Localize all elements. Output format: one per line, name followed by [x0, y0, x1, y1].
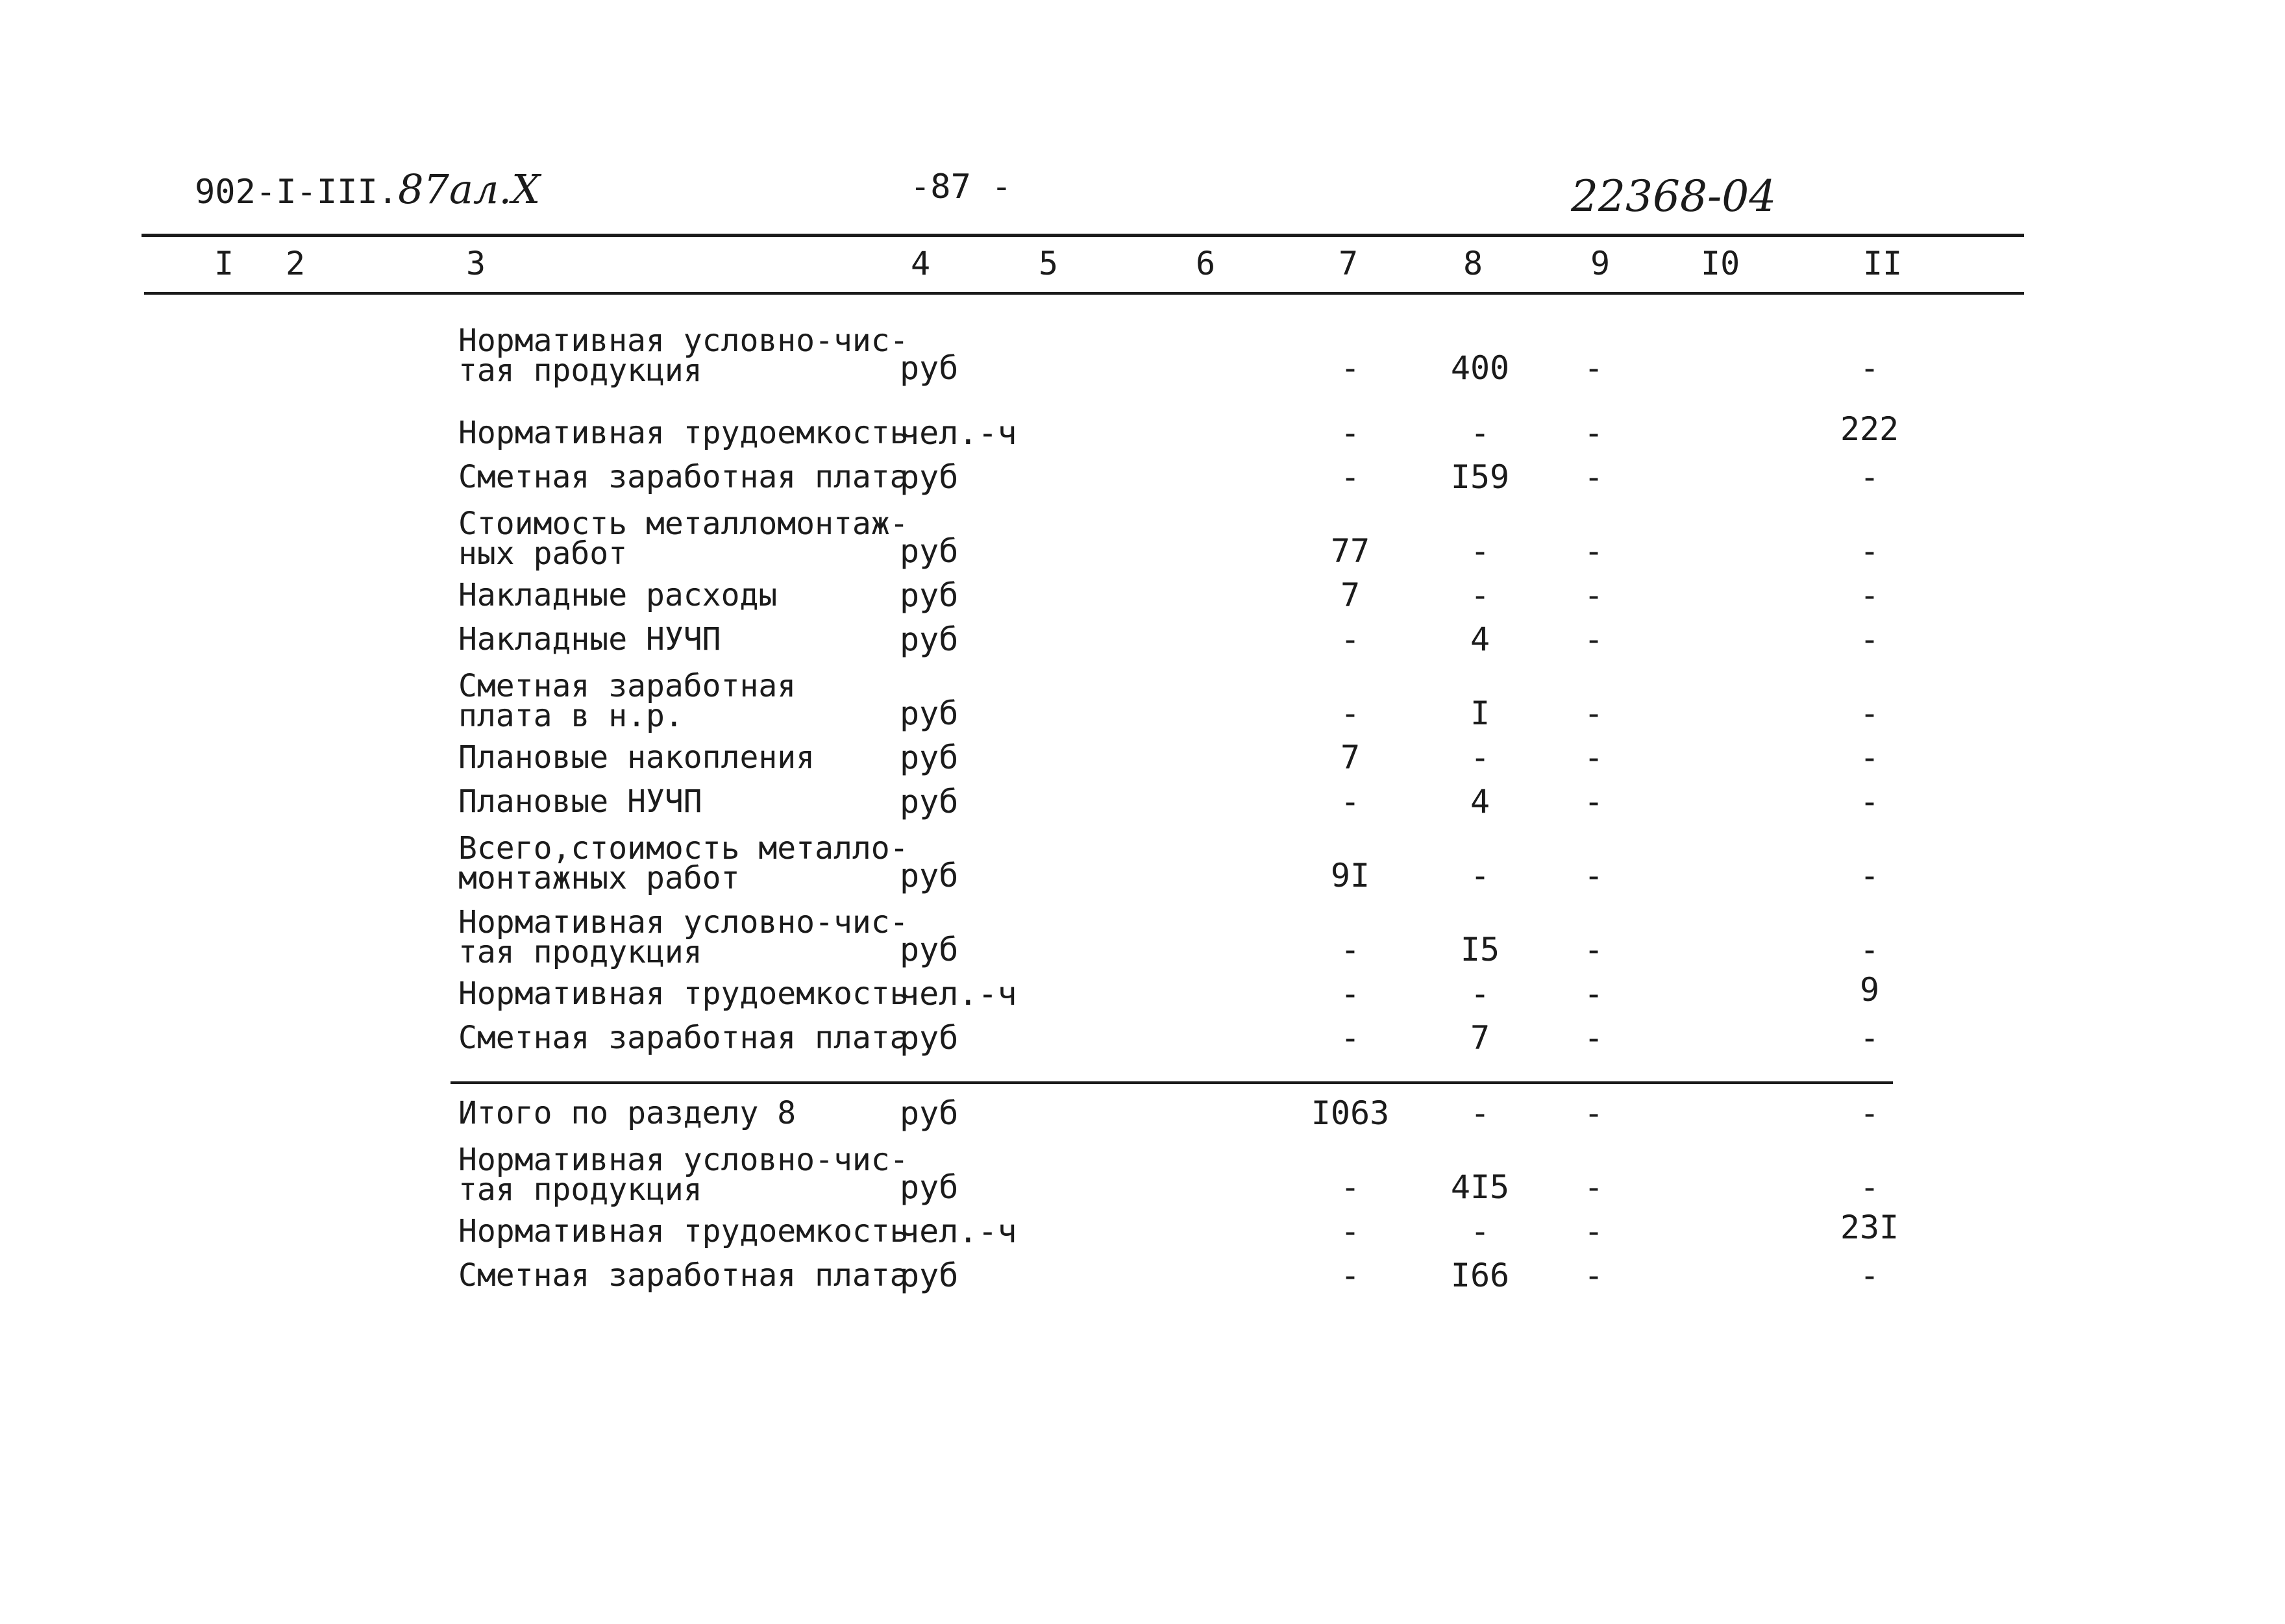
row-name: [458, 323, 909, 389]
col9-cell: -: [1583, 621, 1604, 658]
table-row: [0, 971, 2285, 1019]
col9-cell: -: [1583, 1212, 1604, 1250]
col9-cell: -: [1583, 349, 1604, 387]
col8-cell: 4I5: [1450, 1168, 1510, 1206]
row-name: [458, 506, 909, 572]
row-name-line: Накладные расходы: [458, 577, 778, 613]
col8-cell: I59: [1450, 458, 1510, 496]
col8-cell: -: [1470, 857, 1490, 894]
table-row: [0, 737, 2285, 783]
unit-cell: руб: [900, 739, 959, 776]
table-row: [0, 668, 2285, 739]
col7-cell: -: [1340, 695, 1361, 732]
col9-cell: -: [1583, 458, 1604, 496]
row-name: [458, 830, 909, 896]
total-row: [0, 1255, 2285, 1301]
row-name: [458, 577, 778, 613]
unit-cell: руб: [900, 783, 959, 820]
unit-cell: чел.-ч: [900, 975, 1017, 1013]
col9-cell: -: [1583, 857, 1604, 894]
col9-cell: -: [1583, 783, 1604, 820]
sheet-code: 22368-04: [1571, 171, 1777, 221]
col11-cell: -: [1859, 931, 1880, 968]
row-name-line: тая продукция: [458, 1172, 702, 1208]
row-name: [458, 904, 909, 970]
col11-cell: -: [1859, 1019, 1880, 1057]
col7-cell: -: [1340, 1257, 1361, 1294]
col11-cell: 222: [1840, 410, 1899, 448]
col7-cell: I063: [1311, 1094, 1390, 1132]
row-name-line: Сметная заработная плата: [458, 1257, 909, 1294]
col8-cell: 4: [1470, 621, 1490, 658]
col7-cell: -: [1340, 1212, 1361, 1250]
col8-cell: -: [1470, 576, 1490, 614]
column-number-11: II: [1863, 245, 1903, 282]
col8-cell: I5: [1460, 931, 1500, 968]
col9-cell: -: [1583, 739, 1604, 776]
table-row: [0, 781, 2285, 827]
row-name-line: Сметная заработная плата: [458, 459, 909, 495]
unit-cell: чел.-ч: [900, 414, 1017, 452]
column-number-9: 9: [1590, 245, 1611, 282]
col11-cell: -: [1859, 349, 1880, 387]
row-name-line: Всего,стоимость металло-: [458, 830, 909, 867]
column-number-10: I0: [1701, 245, 1740, 282]
column-number-6: 6: [1196, 245, 1216, 282]
row-name-line: монтажных работ: [458, 860, 740, 896]
unit-cell: руб: [900, 931, 959, 968]
col7-cell: -: [1340, 931, 1361, 968]
col7-cell: 7: [1340, 739, 1361, 776]
column-header-rule: [144, 292, 2024, 295]
column-number-1: I: [214, 245, 234, 282]
unit-cell: руб: [900, 349, 959, 387]
section-total-rule: [451, 1081, 1893, 1084]
unit-cell: чел.-ч: [900, 1212, 1017, 1250]
row-name: [458, 976, 909, 1012]
row-name-line: Нормативная условно-чис-: [458, 904, 909, 941]
row-name-line: тая продукция: [458, 934, 702, 970]
col11-cell: 23I: [1840, 1209, 1899, 1246]
row-name-line: Плановые накопления: [458, 739, 815, 776]
col11-cell: -: [1859, 576, 1880, 614]
row-name: [458, 1142, 909, 1208]
unit-cell: руб: [900, 857, 959, 894]
col7-cell: -: [1340, 621, 1361, 658]
col11-cell: -: [1859, 621, 1880, 658]
row-name: [458, 1095, 797, 1131]
document-code: [195, 166, 541, 213]
row-name-line: Плановые НУЧП: [458, 783, 702, 820]
col9-cell: -: [1583, 1257, 1604, 1294]
unit-cell: руб: [900, 1257, 959, 1294]
col8-cell: I: [1470, 695, 1490, 732]
unit-cell: руб: [900, 1019, 959, 1057]
document-code-typed: 902-I-III.: [195, 173, 399, 212]
col8-cell: -: [1470, 532, 1490, 570]
unit-cell: руб: [900, 621, 959, 658]
col7-cell: -: [1340, 458, 1361, 496]
col8-cell: 400: [1450, 349, 1510, 387]
row-name: [458, 1257, 909, 1294]
unit-cell: руб: [900, 695, 959, 732]
unit-cell: руб: [900, 532, 959, 570]
table-row: [0, 575, 2285, 621]
row-name-line: Сметная заработная плата: [458, 1020, 909, 1056]
row-name-line: Итого по разделу 8: [458, 1095, 797, 1131]
col8-cell: -: [1470, 1212, 1490, 1250]
row-name-line: Сметная заработная: [458, 668, 797, 704]
col7-cell: 9I: [1330, 857, 1370, 894]
col9-cell: -: [1583, 532, 1604, 570]
col8-cell: 4: [1470, 783, 1490, 820]
total-row: [0, 1142, 2285, 1212]
col7-cell: -: [1340, 414, 1361, 452]
col9-cell: -: [1583, 695, 1604, 732]
col7-cell: -: [1340, 1019, 1361, 1057]
col9-cell: -: [1583, 975, 1604, 1013]
column-number-3: 3: [466, 245, 486, 282]
table-top-rule: [142, 234, 2024, 237]
column-number-4: 4: [911, 245, 931, 282]
col7-cell: -: [1340, 1168, 1361, 1206]
row-name: [458, 459, 909, 495]
document-code-handwritten: 87ал.Х: [398, 166, 541, 213]
row-name: [458, 783, 702, 820]
row-name-line: Стоимость металломонтаж-: [458, 506, 909, 542]
row-name: [458, 1020, 909, 1056]
col11-cell: -: [1859, 695, 1880, 732]
table-row: [0, 1018, 2285, 1063]
col11-cell: -: [1859, 857, 1880, 894]
column-number-2: 2: [286, 245, 306, 282]
col9-cell: -: [1583, 931, 1604, 968]
row-name: [458, 621, 721, 658]
total-row: [0, 1093, 2285, 1138]
col11-cell: -: [1859, 1094, 1880, 1132]
row-name: [458, 668, 797, 734]
total-row: [0, 1211, 2285, 1257]
col8-cell: I66: [1450, 1257, 1510, 1294]
row-name: [458, 739, 815, 776]
column-number-8: 8: [1463, 245, 1483, 282]
row-name: [458, 415, 909, 451]
col11-cell: -: [1859, 532, 1880, 570]
table-row: [0, 830, 2285, 901]
row-name-line: ных работ: [458, 535, 628, 572]
col11-cell: -: [1859, 783, 1880, 820]
unit-cell: руб: [900, 576, 959, 614]
row-name-line: Накладные НУЧП: [458, 621, 721, 658]
col9-cell: -: [1583, 1168, 1604, 1206]
col11-cell: 9: [1859, 971, 1880, 1009]
row-name-line: Нормативная трудоемкость: [458, 976, 909, 1012]
column-number-5: 5: [1039, 245, 1059, 282]
col11-cell: -: [1859, 1257, 1880, 1294]
row-name-line: Нормативная трудоемкость: [458, 415, 909, 451]
table-row: [0, 457, 2285, 502]
col8-cell: -: [1470, 1094, 1490, 1132]
col7-cell: -: [1340, 975, 1361, 1013]
col7-cell: 7: [1340, 576, 1361, 614]
row-name-line: Нормативная условно-чис-: [458, 1142, 909, 1178]
table-row: [0, 323, 2285, 393]
row-name: [458, 1213, 909, 1249]
col9-cell: -: [1583, 576, 1604, 614]
column-number-7: 7: [1339, 245, 1359, 282]
col9-cell: -: [1583, 414, 1604, 452]
table-row: [0, 506, 2285, 576]
unit-cell: руб: [900, 1168, 959, 1206]
col9-cell: -: [1583, 1019, 1604, 1057]
col7-cell: -: [1340, 349, 1361, 387]
table-row: [0, 619, 2285, 665]
table-row: [0, 410, 2285, 458]
col8-cell: -: [1470, 975, 1490, 1013]
row-name-line: Нормативная условно-чис-: [458, 323, 909, 359]
page-number: -87 -: [910, 167, 1012, 206]
table-row: [0, 904, 2285, 975]
col11-cell: -: [1859, 458, 1880, 496]
row-name-line: плата в н.р.: [458, 698, 684, 734]
col8-cell: -: [1470, 414, 1490, 452]
col11-cell: -: [1859, 1168, 1880, 1206]
col9-cell: -: [1583, 1094, 1604, 1132]
col7-cell: 77: [1330, 532, 1370, 570]
col7-cell: -: [1340, 783, 1361, 820]
row-name-line: Нормативная трудоемкость: [458, 1213, 909, 1249]
row-name-line: тая продукция: [458, 352, 702, 389]
col8-cell: 7: [1470, 1019, 1490, 1057]
col8-cell: -: [1470, 739, 1490, 776]
unit-cell: руб: [900, 1094, 959, 1132]
col11-cell: -: [1859, 739, 1880, 776]
unit-cell: руб: [900, 458, 959, 496]
